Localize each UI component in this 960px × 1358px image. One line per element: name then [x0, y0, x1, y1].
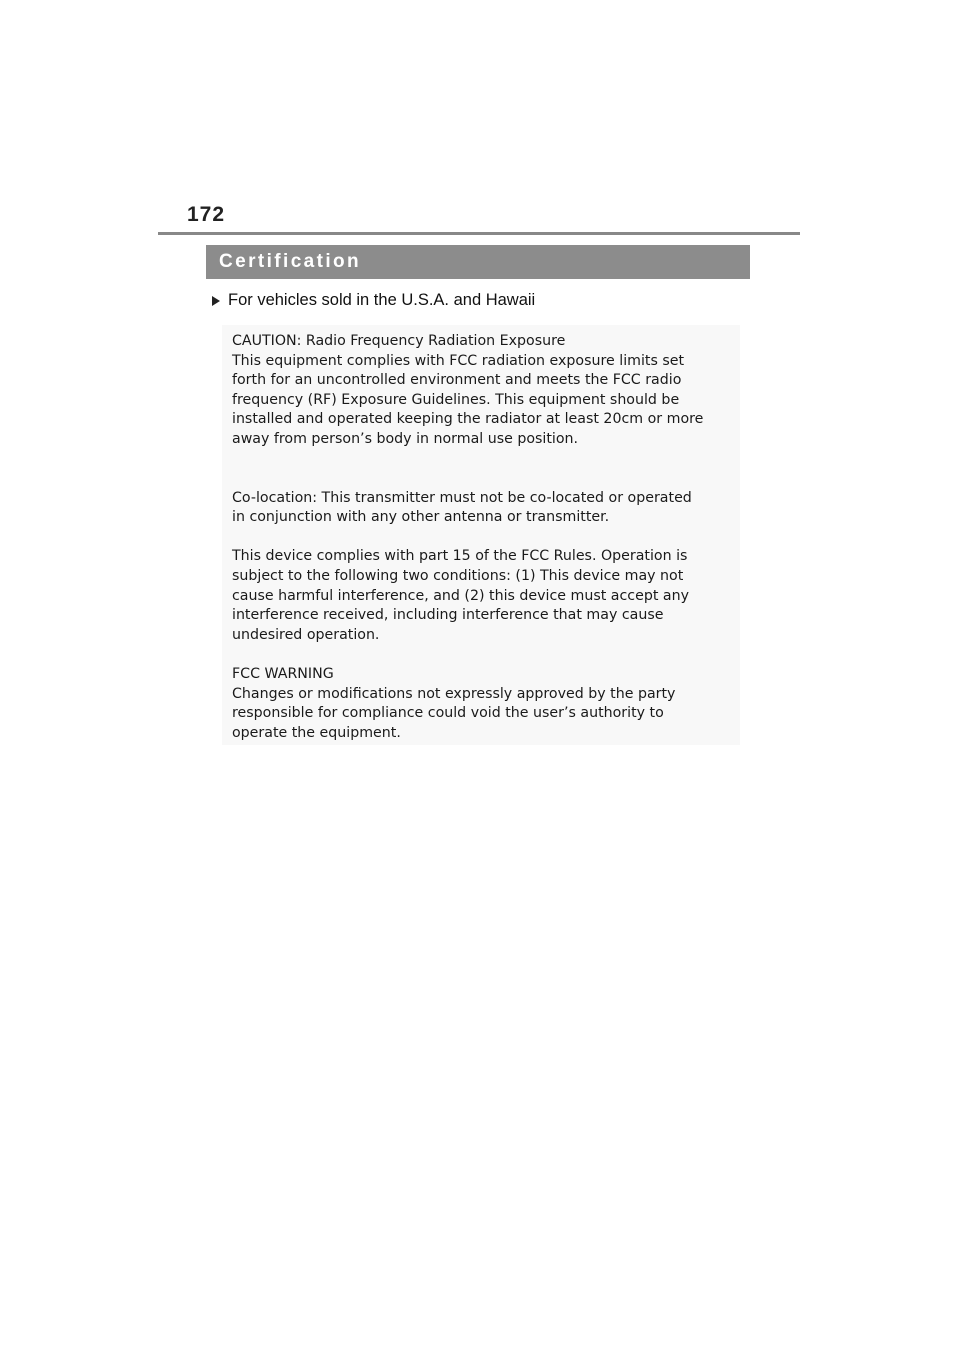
- section-title-bar: [206, 245, 750, 279]
- fcc-warning-block: [232, 665, 730, 743]
- notice-line: subject to the following two conditions: (1) This device may not: [232, 567, 684, 584]
- notice-line: frequency (RF) Exposure Guidelines. This equipment should be: [232, 391, 680, 408]
- notice-line: away from person’s body in normal use position.: [232, 430, 579, 447]
- notice-line: FCC WARNING: [232, 665, 334, 682]
- colocation-block: [232, 489, 730, 528]
- notice-line: in conjunction with any other antenna or transmitter.: [232, 509, 610, 526]
- notice-line: This equipment complies with FCC radiation exposure limits set: [232, 352, 685, 369]
- notice-line: Changes or modifications not expressly approved by the party: [232, 685, 676, 702]
- notice-line: CAUTION: Radio Frequency Radiation Exposure: [232, 333, 566, 349]
- part15-block: [232, 547, 730, 645]
- notice-line: installed and operated keeping the radiator at least 20cm or more: [232, 411, 704, 428]
- header-divider: [158, 232, 800, 235]
- page-number: 172: [187, 203, 226, 226]
- spacer: [232, 450, 730, 489]
- fcc-notice-box: [222, 325, 740, 745]
- notice-line: undesired operation.: [232, 626, 380, 643]
- notice-line: responsible for compliance could void the user’s authority to: [232, 705, 664, 722]
- spacer: [232, 645, 730, 665]
- notice-line: forth for an uncontrolled environment and meets the FCC radio: [232, 372, 682, 389]
- notice-line: interference received, including interference that may cause: [232, 607, 664, 624]
- region-bullet: [212, 291, 535, 310]
- notice-line: operate the equipment.: [232, 724, 401, 741]
- notice-line: This device complies with part 15 of the FCC Rules. Operation is: [232, 548, 688, 565]
- notice-line: Co-location: This transmitter must not be co-located or operated: [232, 489, 692, 506]
- triangle-right-icon: [212, 296, 220, 306]
- section-title: Certification: [219, 251, 362, 272]
- spacer: [232, 528, 730, 548]
- caution-block: [232, 332, 730, 450]
- notice-line: cause harmful interference, and (2) this device must accept any: [232, 587, 689, 604]
- region-bullet-text: For vehicles sold in the U.S.A. and Hawaii: [228, 291, 536, 309]
